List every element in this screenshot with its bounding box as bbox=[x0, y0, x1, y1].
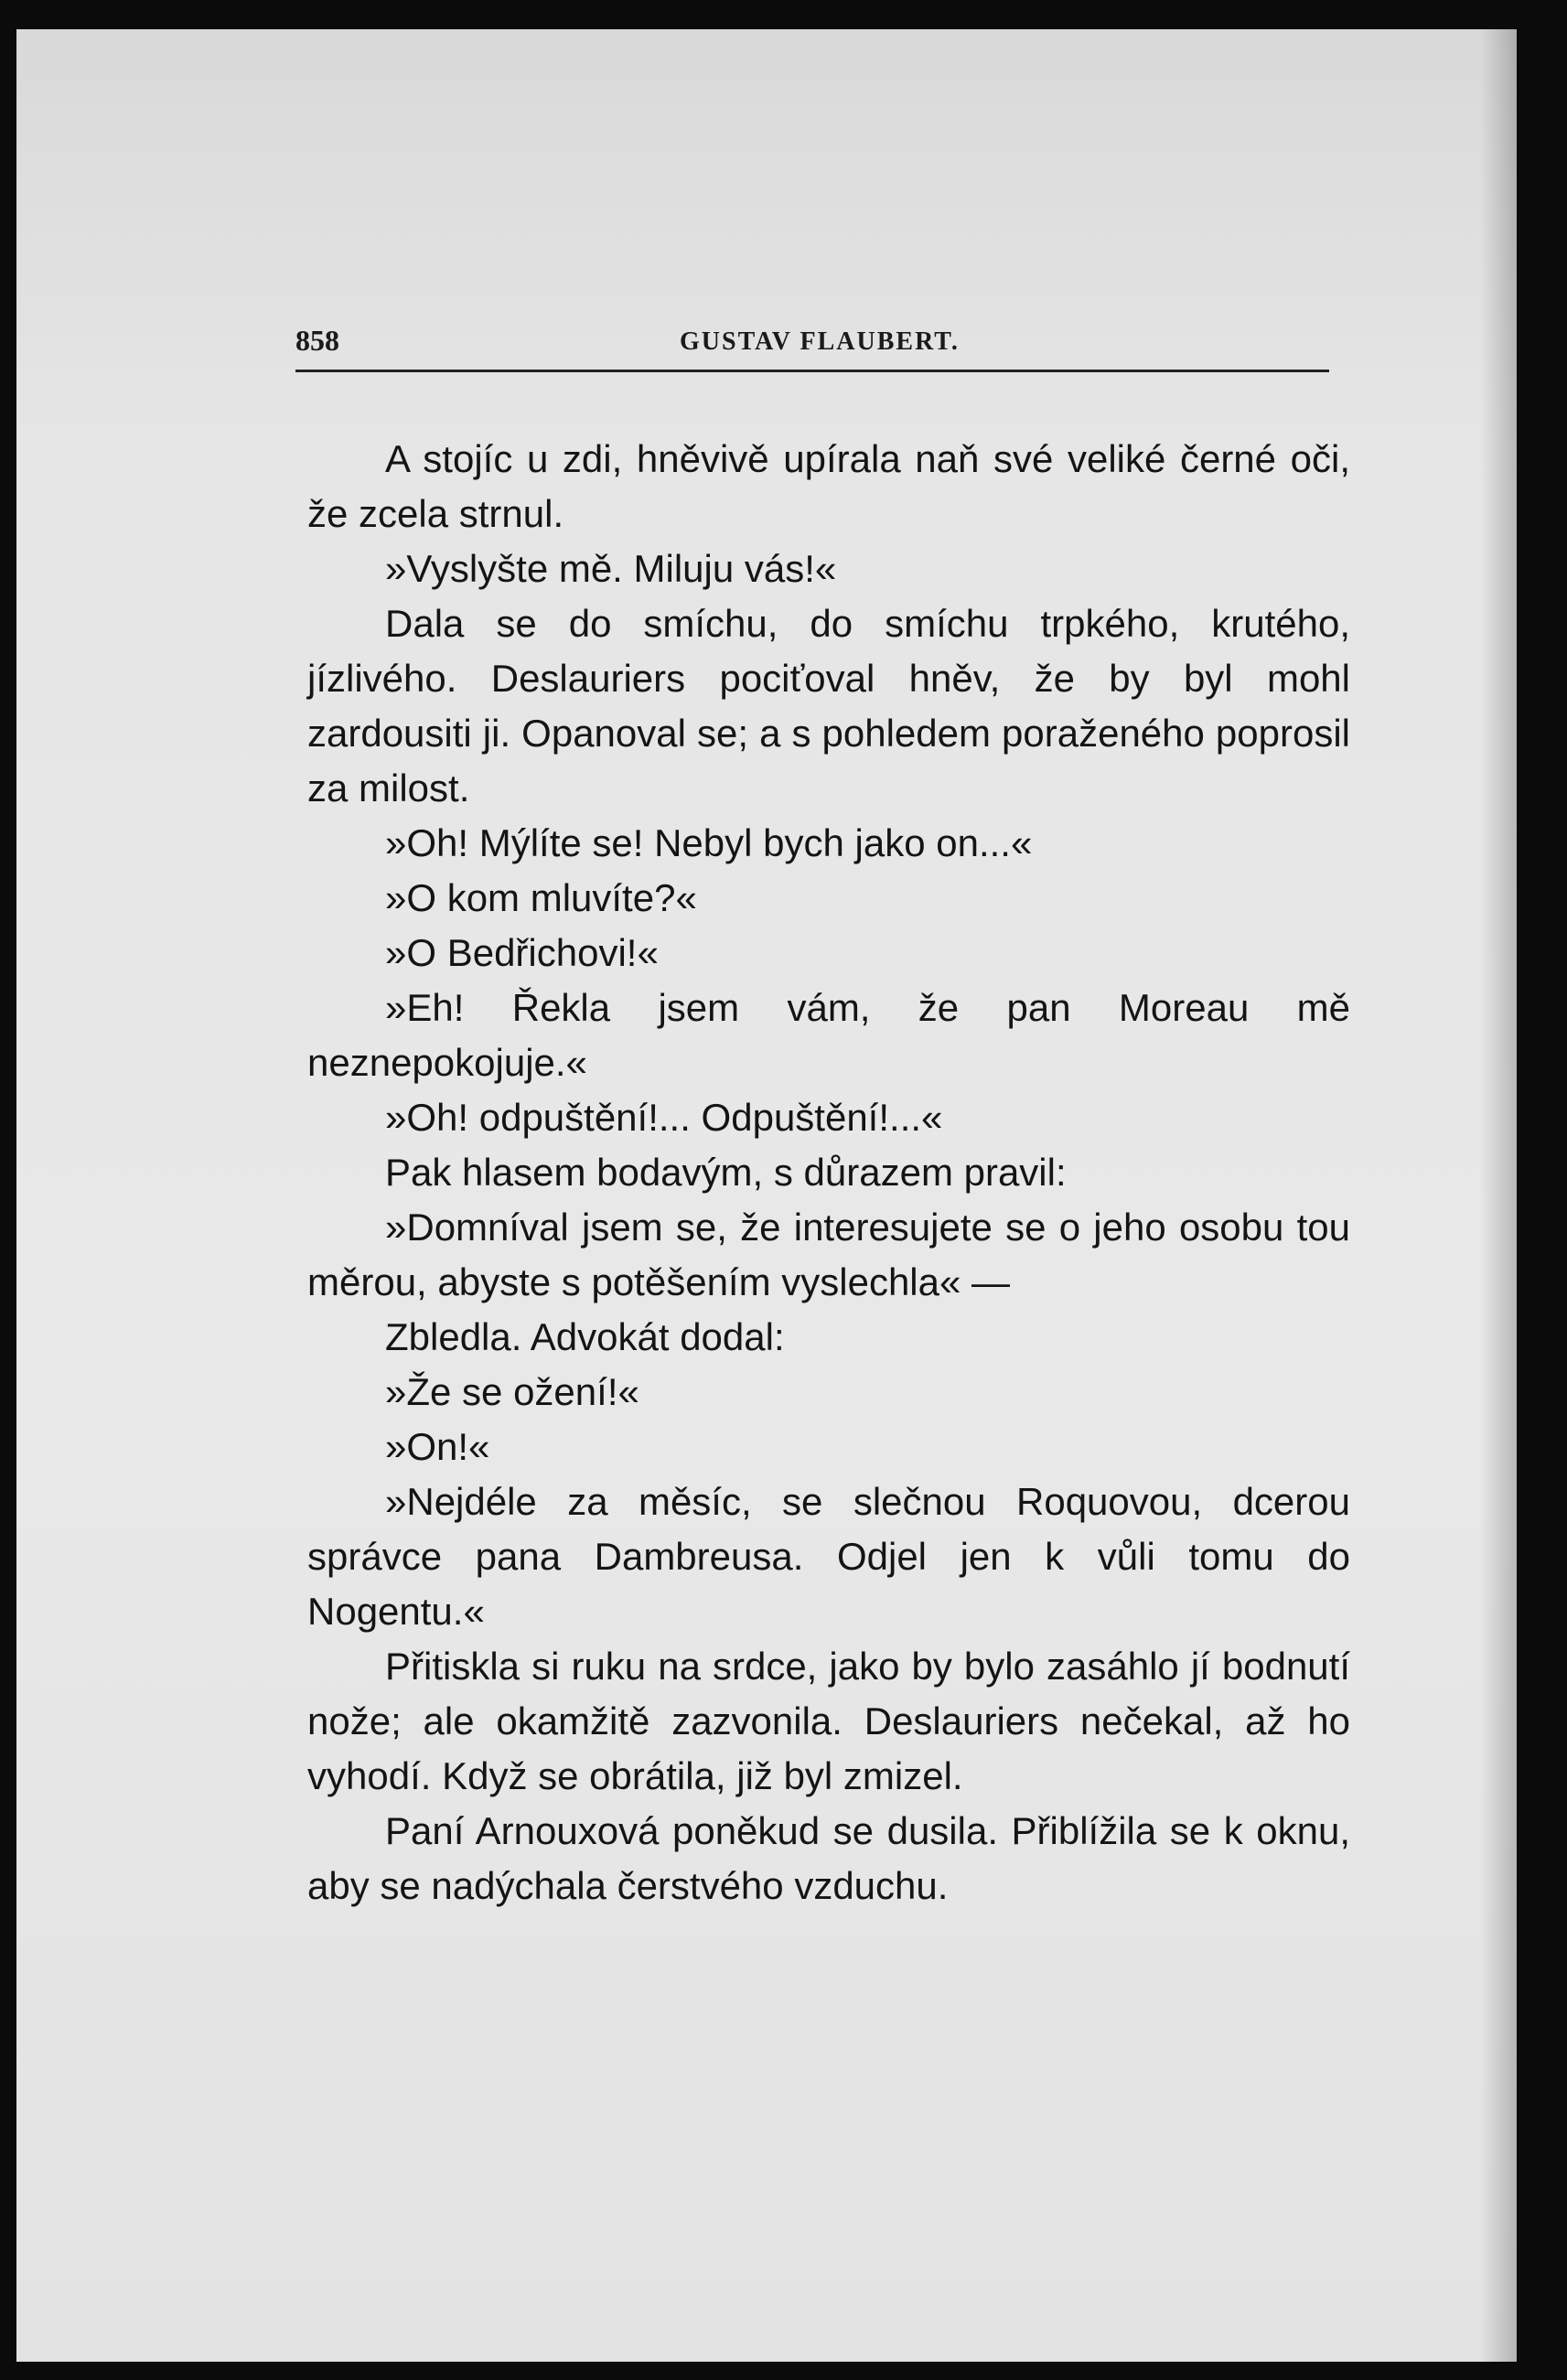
paragraph: »Eh! Řekla jsem vám, že pan Moreau mě neznepokojuje.« bbox=[307, 986, 1350, 1084]
paragraph: »On!« bbox=[385, 1425, 490, 1468]
page-header bbox=[295, 304, 1329, 368]
book-page bbox=[16, 29, 1517, 2362]
paragraph: Paní Arnouxová poněkud se dusila. Přiblížila se k oknu, aby se nadýchala čerstvého vzduchu. bbox=[307, 1809, 1350, 1907]
paragraph: »Vyslyšte mě. Miluju vás!« bbox=[385, 547, 837, 590]
paragraph: »O Bedřichovi!« bbox=[385, 931, 659, 974]
paragraph: »O kom mluvíte?« bbox=[385, 876, 697, 919]
page-number: 858 bbox=[295, 324, 339, 357]
paragraph: »Domníval jsem se, že interesujete se o jeho osobu tou měrou, abyste s potěšením vyslechla« — bbox=[307, 1206, 1350, 1303]
paragraph: »Že se ožení!« bbox=[385, 1370, 639, 1413]
body-text bbox=[307, 432, 1350, 1914]
paragraph: Přitiskla si ruku na srdce, jako by bylo zasáhlo jí bodnutí nože; ale okamžitě zazvonila. Deslauriers nečekal, až ho vyhodí. Když se obrátila, již byl zmizel. bbox=[307, 1645, 1350, 1797]
paragraph: Dala se do smíchu, do smíchu trpkého, krutého, jízlivého. Deslauriers pociťoval hněv, že by byl mohl zardousiti ji. Opanoval se; a s pohledem poraženého poprosil za milost. bbox=[307, 602, 1350, 809]
page-edge-shadow bbox=[1480, 29, 1517, 2362]
paragraph: »Nejdéle za měsíc, se slečnou Roquovou, dcerou správce pana Dambreusa. Odjel jen k vůli tomu do Nogentu.« bbox=[307, 1480, 1350, 1633]
running-head: GUSTAV FLAUBERT. bbox=[680, 327, 960, 356]
header-rule bbox=[295, 370, 1329, 372]
paragraph: A stojíc u zdi, hněvivě upírala naň své veliké černé oči, že zcela strnul. bbox=[307, 437, 1350, 535]
paragraph: »Oh! Mýlíte se! Nebyl bych jako on...« bbox=[385, 821, 1033, 864]
paragraph: Zbledla. Advokát dodal: bbox=[385, 1315, 785, 1358]
paragraph: Pak hlasem bodavým, s důrazem pravil: bbox=[385, 1151, 1067, 1194]
paragraph: »Oh! odpuštění!... Odpuštění!...« bbox=[385, 1096, 943, 1139]
